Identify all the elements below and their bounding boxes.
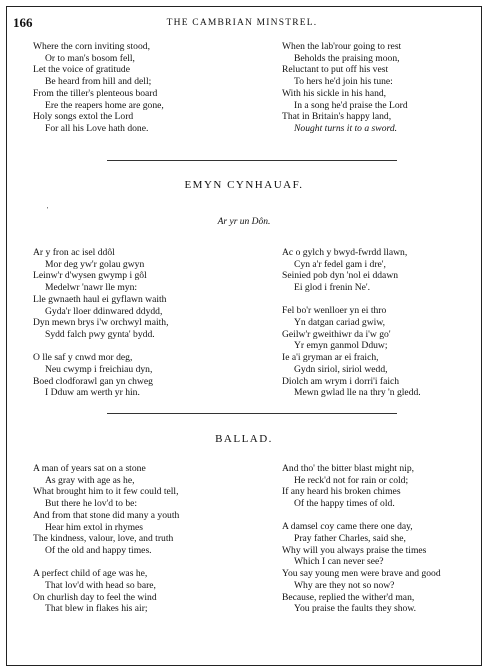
verse-line: Why are they not so now? bbox=[294, 579, 395, 591]
verse-line: A man of years sat on a stone bbox=[33, 463, 146, 474]
verse-line: Holy songs extol the Lord bbox=[33, 111, 134, 123]
verse-line: Diolch am wrym i dorri'i faich bbox=[282, 375, 400, 387]
verse-line: Boed clodforawl gan yn chweg bbox=[33, 375, 153, 387]
verse-line: Mewn gwlad lle na thry 'n gledd. bbox=[294, 387, 421, 399]
verse-line: Reluctant to put off his vest bbox=[282, 64, 389, 76]
page-number: 166 bbox=[13, 15, 33, 30]
verse-line: Medelwr 'nawr lle myn: bbox=[45, 282, 138, 294]
verse-line: But there he lov'd to be: bbox=[45, 498, 138, 510]
verse-line: Dyn mewn brys i'w orchwyl maith, bbox=[33, 317, 169, 329]
verse-line: Cyn a'r fedel gam i dre', bbox=[294, 258, 386, 270]
verse-line: Of the happy times of old. bbox=[294, 498, 395, 510]
page-header bbox=[13, 15, 471, 31]
verse-line: Geilw'r gweithiwr da i'w go' bbox=[282, 328, 391, 340]
verse-line: You say young men were brave and good bbox=[282, 568, 441, 580]
verse-line: In a song he'd praise the Lord bbox=[294, 99, 408, 111]
verse-line: Nought turns it to a sword. bbox=[294, 122, 398, 134]
verse-line: On churlish day to feel the wind bbox=[33, 591, 157, 603]
verse-line: When the lab'rour going to rest bbox=[282, 41, 402, 52]
verse-line: Ere the reapers home are gone, bbox=[45, 99, 164, 111]
verse-line: Why will you always praise the times bbox=[282, 544, 427, 556]
verse-line: Hear him extol in rhymes bbox=[45, 521, 144, 533]
verse-line: What brought him to it few could tell, bbox=[33, 486, 179, 498]
verse-line: Fel bo'r wenlloer yn ei thro bbox=[282, 305, 387, 317]
song1-right-column bbox=[282, 247, 421, 399]
verse-line: Ac o gylch y bwyd-fwrdd llawn, bbox=[282, 247, 408, 258]
verse-line: Yn datgan cariad gwiw, bbox=[294, 317, 386, 329]
book-page bbox=[6, 6, 482, 666]
verse-line: That blew in flakes his air; bbox=[45, 603, 148, 615]
verse-line: He reck'd not for rain or cold; bbox=[294, 474, 409, 486]
verse-line: For all his Love hath done. bbox=[45, 122, 149, 134]
verse-line: Gydn siriol, siriol wedd, bbox=[294, 363, 388, 375]
verse-line: Where the corn inviting stood, bbox=[33, 41, 150, 52]
verse-line: Leinw'r d'wysen gwymp i gôl bbox=[33, 270, 147, 282]
verse-line: And tho' the bitter blast might nip, bbox=[282, 463, 415, 474]
song-subtitle: Ar yr un Dôn. bbox=[217, 217, 271, 227]
verse-line: Seinied pob dyn 'nol ei ddawn bbox=[282, 270, 399, 282]
running-title: THE CAMBRIAN MINSTREL. bbox=[166, 18, 318, 28]
verse-line: That in Britain's happy land, bbox=[282, 111, 392, 123]
verse-line: Which I can never see? bbox=[294, 556, 384, 568]
verse-line: Mor deg yw'r golau gwyn bbox=[45, 258, 145, 270]
verse-line: A perfect child of age was he, bbox=[33, 568, 148, 580]
verse-line: From the tiller's plenteous board bbox=[33, 87, 158, 99]
verse-line: You praise the faults they show. bbox=[294, 603, 417, 615]
verse-line: Pray father Charles, said she, bbox=[294, 533, 406, 545]
song-title: BALLAD. bbox=[215, 433, 273, 445]
verse-line: Gyda'r lloer ddinwared ddydd, bbox=[45, 305, 163, 317]
verse-line: And from that stone did many a youth bbox=[33, 509, 180, 521]
verse-line: Ie a'i gryman ar ei fraich, bbox=[282, 352, 379, 364]
verse-line: O lle saf y cnwd mor deg, bbox=[33, 352, 133, 364]
verse-line: As gray with age as he, bbox=[45, 474, 135, 486]
song2-left-column bbox=[33, 463, 179, 615]
song1-left-column bbox=[33, 247, 169, 399]
verse-line: I Dduw am werth yr hin. bbox=[45, 387, 140, 399]
verse-line: With his sickle in his hand, bbox=[282, 87, 387, 99]
verse-line: Beholds the praising moon, bbox=[294, 52, 400, 64]
verse-line: Or to man's bosom fell, bbox=[45, 52, 135, 64]
verse-line: Sydd falch pwy gynta' bydd. bbox=[45, 328, 155, 340]
verse-line: Yr emyn ganmol Dduw; bbox=[294, 340, 388, 352]
verse-line: If any heard his broken chimes bbox=[282, 486, 401, 498]
verse-line: Of the old and happy times. bbox=[45, 544, 152, 556]
verse-line: Because, replied the wither'd man, bbox=[282, 591, 415, 603]
verse-line: Be heard from hill and dell; bbox=[45, 76, 152, 88]
verse-line: Ei glod i frenin Ne'. bbox=[294, 282, 371, 294]
section-divider bbox=[107, 413, 397, 414]
verse-line: Ar y fron ac isel ddôl bbox=[33, 247, 115, 258]
top-left-stanza bbox=[33, 41, 164, 135]
song-title: EMYN CYNHAUAF. bbox=[184, 179, 304, 191]
verse-line: Neu cwymp i freichiau dyn, bbox=[45, 363, 153, 375]
top-right-stanza bbox=[282, 41, 408, 135]
verse-line: The kindness, valour, love, and truth bbox=[33, 533, 174, 545]
section-divider bbox=[107, 160, 397, 161]
verse-line: Lle gwnaeth haul ei gyflawn waith bbox=[33, 293, 167, 305]
verse-line: Let the voice of gratitude bbox=[33, 64, 130, 76]
verse-line: That lov'd with head so bare, bbox=[45, 579, 156, 591]
song2-right-column bbox=[282, 463, 441, 615]
verse-line: To hers he'd join his tune: bbox=[294, 76, 393, 88]
ornament-tick: ' bbox=[47, 206, 49, 214]
verse-line: A damsel coy came there one day, bbox=[282, 521, 413, 533]
